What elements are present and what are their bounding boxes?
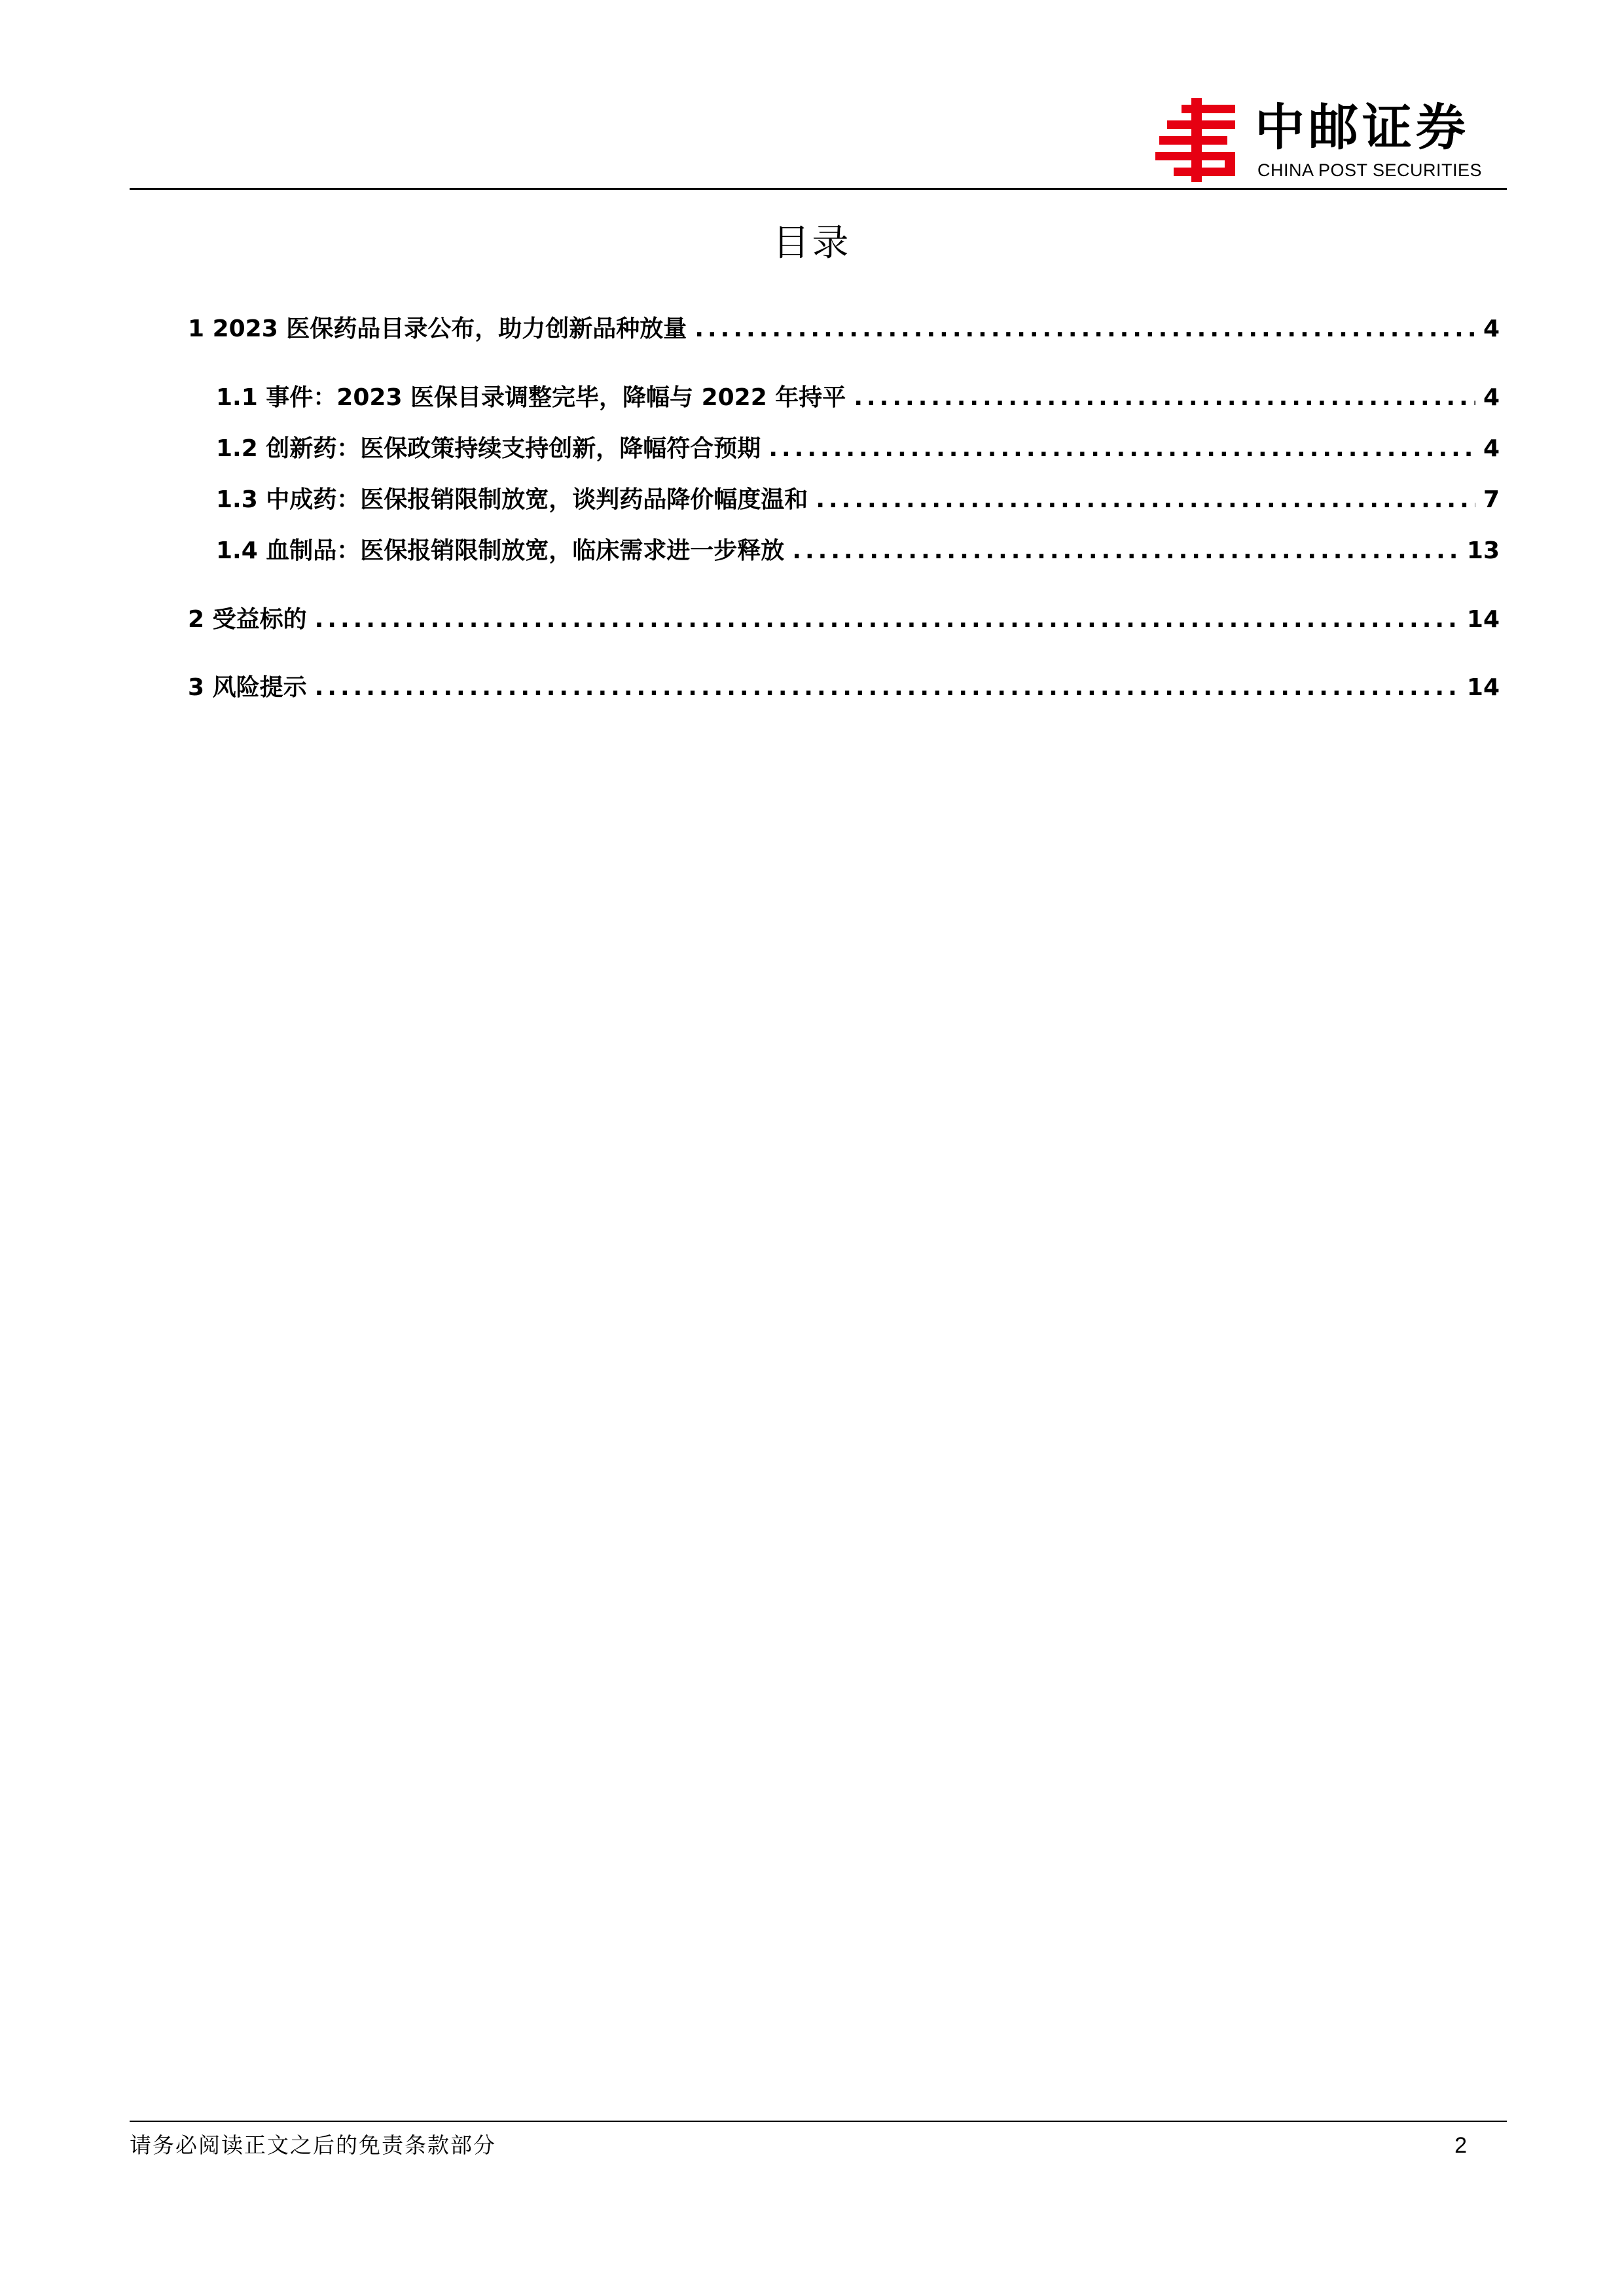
toc-dot-leader <box>792 535 1459 567</box>
footer-page-number: 2 <box>1454 2133 1467 2158</box>
toc-entry-page: 4 <box>1483 315 1500 342</box>
toc-entry-label: 1.3 中成药：医保报销限制放宽，谈判药品降价幅度温和 <box>216 486 808 513</box>
toc-entry-page: 14 <box>1466 674 1500 701</box>
toc-entry-label: 1.1 事件：2023 医保目录调整完毕，降幅与 2022 年持平 <box>216 384 846 411</box>
toc-entry-label: 3 风险提示 <box>188 674 307 701</box>
toc-entry-1-4[interactable] <box>216 535 1500 567</box>
toc-dot-leader <box>695 313 1475 346</box>
toc-entry-label: 1.2 创新药：医保政策持续支持创新，降幅符合预期 <box>216 435 761 462</box>
logo-english-name: CHINA POST SECURITIES <box>1257 160 1483 180</box>
toc-entry-3[interactable] <box>188 672 1500 704</box>
toc-entry-label: 1.4 血制品：医保报销限制放宽，临床需求进一步释放 <box>216 537 785 564</box>
toc-entry-label: 1 2023 医保药品目录公布，助力创新品种放量 <box>188 315 687 342</box>
toc-entry-page: 4 <box>1483 384 1500 411</box>
header-divider <box>130 188 1507 190</box>
toc-entry-1-1[interactable] <box>216 382 1500 414</box>
toc-dot-leader <box>315 672 1459 704</box>
logo-chinese-name: 中邮证券 <box>1255 98 1470 156</box>
toc-entry-page: 13 <box>1466 537 1500 564</box>
footer-divider <box>130 2121 1507 2122</box>
toc-entry-page: 14 <box>1466 606 1500 633</box>
toc-entry-label: 2 受益标的 <box>188 606 307 633</box>
company-logo <box>1155 97 1509 185</box>
toc-title: 目录 <box>772 222 852 264</box>
toc-entry-page: 7 <box>1483 486 1500 513</box>
toc-dot-leader <box>315 603 1459 636</box>
footer-disclaimer: 请务必阅读正文之后的免责条款部分 <box>130 2132 496 2158</box>
toc-entry-page: 4 <box>1483 435 1500 462</box>
toc-entry-1-3[interactable] <box>216 484 1500 516</box>
toc-entry-2[interactable] <box>188 603 1500 636</box>
toc-dot-leader <box>854 382 1475 414</box>
toc-entry-1[interactable] <box>188 313 1500 346</box>
china-post-logo-icon <box>1155 98 1244 182</box>
toc-dot-leader <box>768 433 1475 465</box>
toc-entry-1-2[interactable] <box>216 433 1500 465</box>
toc-dot-leader <box>816 484 1475 516</box>
